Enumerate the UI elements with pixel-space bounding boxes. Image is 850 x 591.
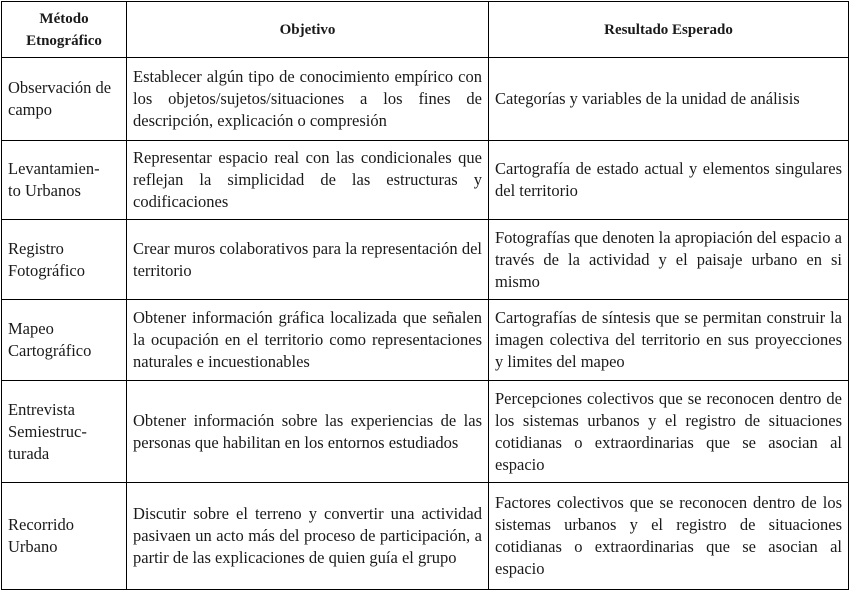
table-row — [2, 220, 849, 300]
cell-objetivo: Obtener información gráfica localizada que señalen la ocupación en el territorio como representaciones naturales e incuestionables — [127, 300, 489, 381]
header-row — [2, 2, 849, 58]
table-row — [2, 58, 849, 141]
cell-objetivo: Crear muros colaborativos para la representación del territorio — [127, 220, 489, 300]
cell-resultado: Cartografía de estado actual y elementos singulares del territorio — [489, 141, 849, 220]
header-objetivo: Objetivo — [127, 2, 489, 58]
cell-objetivo: Establecer algún tipo de conocimiento empírico con los objetos/sujetos/situaciones a los fines de descripción, explicación o compresión — [127, 58, 489, 141]
table-row — [2, 381, 849, 483]
cell-metodo: Recorrido Urbano — [2, 483, 127, 590]
header-resultado: Resultado Esperado — [489, 2, 849, 58]
cell-resultado: Factores colectivos que se reconocen dentro de los sistemas urbanos y el registro de situaciones cotidianas o extraordinarias que se asocian al espacio — [489, 483, 849, 590]
cell-metodo: Entrevista Semiestruc- turada — [2, 381, 127, 483]
cell-objetivo: Discutir sobre el terreno y convertir una actividad pasivaen un acto más del proceso de participación, a partir de las explicaciones de quien guía el grupo — [127, 483, 489, 590]
cell-metodo: Mapeo Cartográfico — [2, 300, 127, 381]
cell-resultado: Categorías y variables de la unidad de análisis — [489, 58, 849, 141]
header-metodo: Método Etnográfico — [2, 2, 127, 58]
cell-metodo: Levantamien- to Urbanos — [2, 141, 127, 220]
table-row — [2, 141, 849, 220]
cell-resultado: Cartografías de síntesis que se permitan construir la imagen colectiva del territorio en sus proyecciones y limites del mapeo — [489, 300, 849, 381]
cell-resultado: Fotografías que denoten la apropiación del espacio a través de la actividad y el paisaje urbano en si mismo — [489, 220, 849, 300]
cell-metodo: Observación de campo — [2, 58, 127, 141]
cell-resultado: Percepciones colectivos que se reconocen dentro de los sistemas urbanos y el registro de situaciones cotidianas o extraordinarias que se asocian al espacio — [489, 381, 849, 483]
cell-objetivo: Obtener información sobre las experiencias de las personas que habilitan en los entornos estudiados — [127, 381, 489, 483]
ethnographic-methods-table — [1, 1, 849, 590]
cell-metodo: Registro Fotográfico — [2, 220, 127, 300]
table-row — [2, 300, 849, 381]
cell-objetivo: Representar espacio real con las condicionales que reflejan la simplicidad de las estructuras y codificaciones — [127, 141, 489, 220]
table-row — [2, 483, 849, 590]
